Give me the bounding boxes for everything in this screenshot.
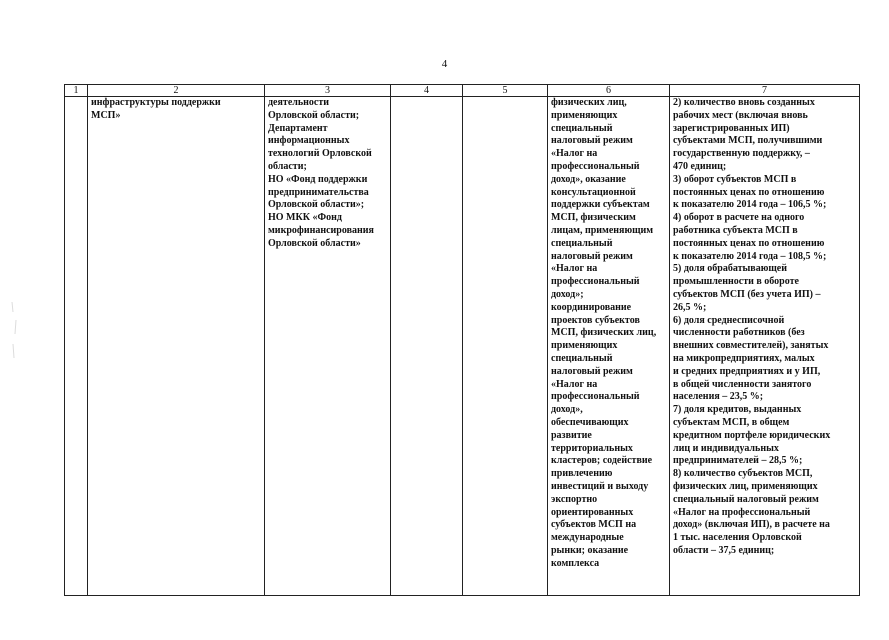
cell-text-line: 4) оборот в расчете на одного <box>673 212 805 224</box>
cell-text-line: 2) количество вновь созданных <box>673 97 815 108</box>
cell-text-line: микрофинансирования <box>268 224 374 236</box>
cell-text-line: доход»; <box>551 288 584 300</box>
document-table <box>64 84 860 596</box>
cell-col-3 <box>265 97 391 596</box>
cell-text-line: «Налог на <box>551 148 598 160</box>
cell-text-line: работника субъекта МСП в <box>673 224 798 236</box>
cell-text-line: постоянных ценах по отношению <box>673 237 825 249</box>
column-header-3: 3 <box>265 85 391 97</box>
cell-text-line: профессиональный <box>551 391 640 403</box>
cell-text-line: 7) доля кредитов, выданных <box>673 404 802 416</box>
cell-text-line: «Налог на <box>551 378 598 390</box>
column-header-2: 2 <box>88 85 265 97</box>
cell-text-line: постоянных ценах по отношению <box>673 186 825 198</box>
cell-text-line: рынки; оказание <box>551 544 629 556</box>
cell-text-line: предпринимателей – 28,5 %; <box>673 455 803 467</box>
cell-text-line: МСП, физических лиц, <box>551 327 657 339</box>
cell-text-line: субъектами МСП, получившими <box>673 135 823 147</box>
cell-text-line: МСП, физическим <box>551 212 636 224</box>
cell-text-line: профессиональный <box>551 276 640 288</box>
cell-text-line: субъектов МСП (без учета ИП) – <box>673 288 821 300</box>
cell-text-line: рабочих мест (включая вновь <box>673 109 808 121</box>
cell-text-line: государственную поддержку, – <box>673 148 810 160</box>
cell-text-line: инвестиций и выходу <box>551 480 649 492</box>
column-header-1: 1 <box>65 85 88 97</box>
cell-text-line: Орловской области» <box>268 237 361 249</box>
cell-col-6 <box>548 97 670 596</box>
cell-text-line: инфраструктуры поддержки <box>91 97 221 108</box>
cell-text-line: физических лиц, применяющих <box>673 480 818 492</box>
cell-text-line: территориальных <box>551 442 633 454</box>
cell-text-line: Орловской области; <box>268 109 360 121</box>
cell-text-line: численности работников (без <box>673 327 805 339</box>
cell-text-line: 8) количество субъектов МСП, <box>673 468 813 480</box>
column-header-7: 7 <box>670 85 860 97</box>
cell-text-line: населения – 23,5 %; <box>673 391 764 403</box>
cell-text-line: субъектов МСП на <box>551 519 637 531</box>
cell-text-line: «Налог на <box>551 263 598 275</box>
cell-text-line: зарегистрированных ИП) <box>673 122 790 134</box>
cell-text-line: области; <box>268 160 307 172</box>
cell-text-line: специальный налоговый режим <box>673 493 819 505</box>
page-number: 4 <box>441 58 448 70</box>
cell-text-line: и средних предприятиях и у ИП, <box>673 365 821 377</box>
column-header-4: 4 <box>391 85 463 97</box>
cell-text-line: проектов субъектов <box>551 314 640 326</box>
cell-col-5 <box>463 97 548 596</box>
cell-text-line: в общей численности занятого <box>673 378 812 390</box>
cell-text-line: 5) доля обрабатывающей <box>673 263 787 275</box>
cell-text-line: на микропредприятиях, малых <box>673 352 815 364</box>
cell-col-7 <box>670 97 860 596</box>
cell-text-line: информационных <box>268 135 350 147</box>
cell-text-line: обеспечивающих <box>551 416 629 428</box>
cell-text-line: кредитном портфеле юридических <box>673 429 831 441</box>
cell-text-line: МСП» <box>91 109 121 121</box>
cell-text-line: предпринимательства <box>268 186 369 198</box>
scan-artifact-marks <box>8 300 22 370</box>
cell-text-line: развитие <box>551 429 592 441</box>
cell-text-line: кластеров; содействие <box>551 455 653 467</box>
cell-text-line: доход», <box>551 404 583 416</box>
cell-text-line: промышленности в обороте <box>673 276 799 288</box>
cell-col-2 <box>88 97 265 596</box>
cell-text-line: поддержки субъектам <box>551 199 650 211</box>
cell-text-line: экспортно <box>551 493 598 505</box>
cell-text-line: налоговый режим <box>551 250 633 262</box>
cell-text-line: к показателю 2014 года – 108,5 %; <box>673 250 827 262</box>
cell-text-line: специальный <box>551 122 613 134</box>
cell-text-line: консультационной <box>551 186 636 198</box>
cell-text-line: 470 единиц; <box>673 160 727 172</box>
cell-text-line: ориентированных <box>551 506 634 518</box>
cell-text-line: технологий Орловской <box>268 148 372 160</box>
cell-text-line: Департамент <box>268 122 328 134</box>
cell-col-4 <box>391 97 463 596</box>
cell-text-line: применяющих <box>551 340 618 352</box>
cell-text-line: к показателю 2014 года – 106,5 %; <box>673 199 827 211</box>
cell-text-line: применяющих <box>551 109 618 121</box>
cell-text-line: 1 тыс. населения Орловской <box>673 532 802 544</box>
cell-text-line: лицам, применяющим <box>551 224 654 236</box>
cell-text-line: международные <box>551 532 624 544</box>
cell-col-1 <box>65 97 88 596</box>
cell-text-line: НО «Фонд поддержки <box>268 173 368 185</box>
cell-text-line: области – 37,5 единиц; <box>673 544 775 556</box>
header-row <box>65 85 860 97</box>
cell-text-line: 26,5 %; <box>673 301 707 313</box>
cell-text-line: НО МКК «Фонд <box>268 212 342 224</box>
cell-text-line: доход», оказание <box>551 173 626 185</box>
cell-text-line: налоговый режим <box>551 365 633 377</box>
cell-text-line: специальный <box>551 352 613 364</box>
cell-text-line: субъектам МСП, в общем <box>673 416 790 428</box>
cell-text-line: доход» (включая ИП), в расчете на <box>673 519 830 531</box>
cell-text-line: внешних совместителей), занятых <box>673 340 829 352</box>
cell-text-line: деятельности <box>268 97 330 108</box>
cell-text-line: Орловской области»; <box>268 199 365 211</box>
cell-text-line: лиц и индивидуальных <box>673 442 779 454</box>
cell-text-line: 3) оборот субъектов МСП в <box>673 173 797 185</box>
table-row <box>65 97 860 596</box>
cell-text-line: 6) доля среднесписочной <box>673 314 785 326</box>
column-header-5: 5 <box>463 85 548 97</box>
column-header-6: 6 <box>548 85 670 97</box>
cell-text-line: комплекса <box>551 557 600 569</box>
cell-text-line: координирование <box>551 301 632 313</box>
cell-text-line: физических лиц, <box>551 97 627 108</box>
cell-text-line: привлечению <box>551 468 613 480</box>
cell-text-line: «Налог на профессиональный <box>673 506 811 518</box>
cell-text-line: налоговый режим <box>551 135 633 147</box>
cell-text-line: профессиональный <box>551 160 640 172</box>
cell-text-line: специальный <box>551 237 613 249</box>
